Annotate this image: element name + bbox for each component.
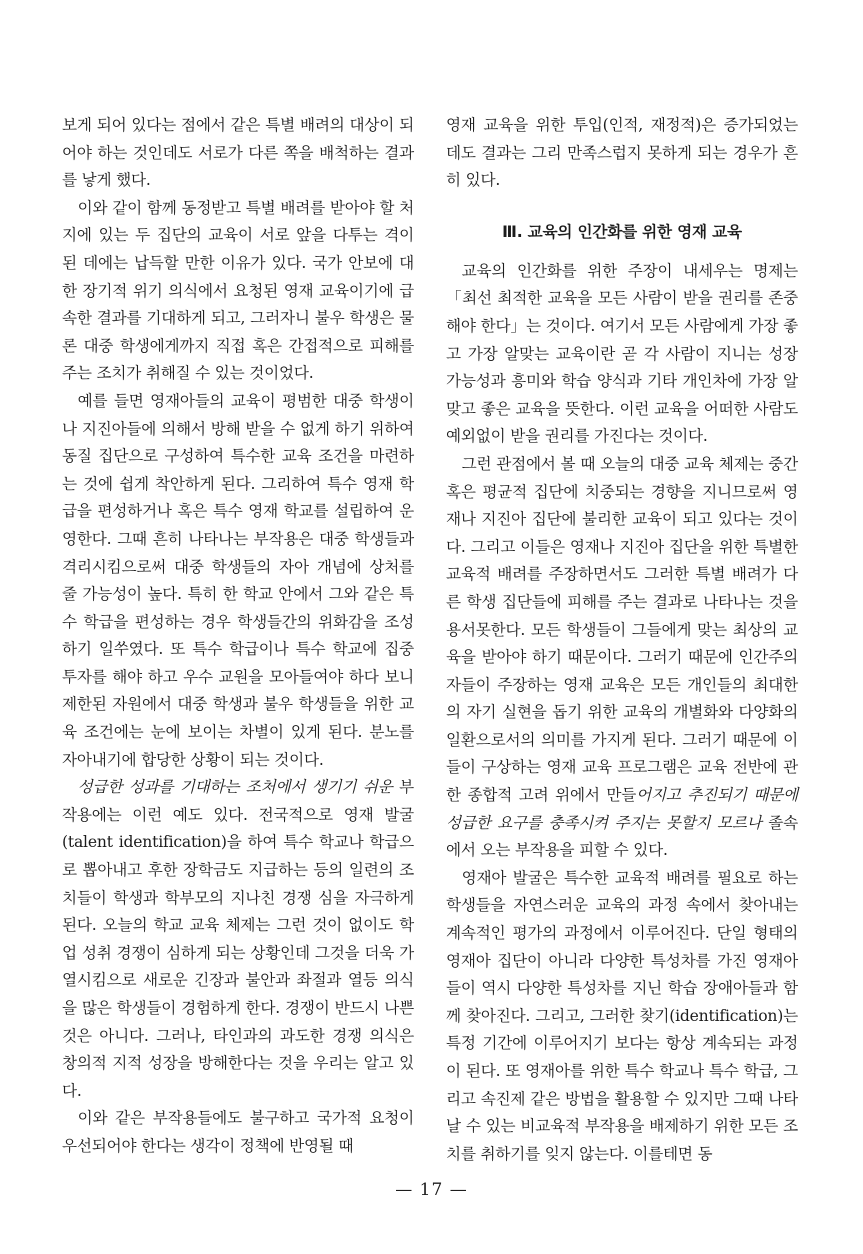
page-number: — 17 — — [395, 1180, 468, 1200]
paragraph: 이와 같이 함께 동정받고 특별 배려를 받아야 할 처지에 있는 두 집단의 교육이 서로 앞을 다투는 격이 된 데에는 납득할 만한 이유가 있다. 국가 안보에 대한 장기적 위기 의식에서 요청된 영재 교육이기에 급속한 결과를 기대하게 되고, 그러자니 불우 학생은 물론 대중 학생에게까지 직접 혹은 간접적으로 피해를 주는 조치가 취해질 수 있는 것이었다. — [62, 198, 414, 383]
left-column — [62, 112, 414, 1161]
paragraph-text: 졸속에서 오는 부작용을 피할 수 있다. — [446, 813, 798, 860]
paragraph — [62, 774, 414, 1105]
paragraph: 영재 교육을 위한 투입(인적, 재정적)은 증가되었는데도 결과는 그리 만족스럽지 못하게 되는 경우가 흔히 있다. — [446, 116, 798, 190]
italic-text: 성급한 성과를 기대하는 조처에서 생기기 쉬운 — [77, 778, 393, 797]
right-column — [446, 112, 798, 1168]
paragraph: 교육의 인간화를 위한 주장이 내세우는 명제는 「최선 최적한 교육을 모든 사람이 받을 권리를 존중해야 한다」는 것이다. 여기서 모든 사람에게 가장 좋고 가장 알맞는 교육이란 곧 각 사람이 지니는 성장 가능성과 흥미와 학습 양식과 기타 개인차에 가장 알맞고 좋은 교육을 뜻한다. 이런 교육을 어떠한 사람도 예외없이 받을 권리를 가진다는 것이다. — [446, 261, 798, 446]
paragraph: 보게 되어 있다는 점에서 같은 특별 배려의 대상이 되어야 하는 것인데도 서로가 다른 쪽을 배척하는 결과를 낳게 했다. — [62, 116, 414, 190]
paragraph — [446, 451, 798, 865]
paragraph: 예를 들면 영재아들의 교육이 평범한 대중 학생이나 지진아들에 의해서 방해 받을 수 없게 하기 위하여 동질 집단으로 구성하여 특수한 교육 조건을 마련하는 것에 쉽게 착안하게 된다. 그리하여 특수 영재 학급을 편성하거나 혹은 특수 영재 학교를 설립하여 운영한다. 그때 흔히 나타나는 부작용은 대중 학생들과 격리시킴으로써 대중 학생들의 자아 개념에 상처를 줄 가능성이 높다. 특히 한 학교 안에서 그와 같은 특수 학급을 편성하는 경우 학생들간의 위화감을 조성하기 일쑤였다. 또 특수 학급이나 특수 학교에 집중 투자를 해야 하고 우수 교원을 모아들여야 하다 보니 제한된 자원에서 대중 학생과 불우 학생들을 위한 교육 조건에는 눈에 보이는 차별이 있게 된다. 분노를 자아내기에 합당한 상황이 되는 것이다. — [62, 391, 414, 769]
paragraph-text: 부작용에는 이런 예도 있다. 전국적으로 영재 발굴(talent identification)을 하여 특수 학교나 학급으로 뽑아내고 후한 장학금도 지급하는 등의 일련의 조치들이 학생과 학부모의 지나친 경쟁 심을 자극하게 된다. 오늘의 학교 교육 체제는 그런 것이 없이도 학업 성취 경쟁이 심하게 되는 상황인데 그것을 더욱 가열시킴으로 새로운 긴장과 불안과 좌절과 열등 의식을 많은 학생들이 경험하게 한다. 경쟁이 반드시 나쁜 것은 아니다. 그러나, 타인과의 과도한 경쟁 의식은 창의적 지적 성장을 방해한다는 것을 우리는 알고 있다. — [62, 778, 414, 1100]
paragraph-text: 그런 관점에서 볼 때 오늘의 대중 교육 체제는 중간 혹은 평균적 집단에 치중되는 경향을 지니므로써 영재나 지진아 집단에 불리한 교육이 되고 있다는 것이다. 그리고 이들은 영재나 지진아 집단을 위한 특별한 교육적 배려를 주장하면서도 그러한 특별 배려가 다른 학생 집단들에 피해를 주는 결과로 나타나는 것을 용서못한다. 모든 학생들이 그들에게 맞는 최상의 교육을 받아야 하기 때문이다. 그러기 때문에 인간주의자들이 주장하는 영재 교육은 모든 개인들의 최대한의 자기 실현을 돕기 위한 교육의 개별화와 다양화의 일환으로서의 의미를 가지게 된다. 그러기 때문에 이들이 구상하는 영재 교육 프로그램은 교육 전반에 관한 종합적 고려 위에서 만들 — [446, 454, 798, 805]
paragraph: 이와 같은 부작용들에도 불구하고 국가적 요청이 우선되어야 한다는 생각이 정책에 반영될 때 — [62, 1109, 414, 1155]
section-heading: Ⅲ. 교육의 인간화를 위한 영재 교육 — [502, 222, 742, 241]
paragraph: 영재아 발굴은 특수한 교육적 배려를 필요로 하는 학생들을 자연스러운 교육의 과정 속에서 찾아내는 계속적인 평가의 과정에서 이루어진다. 단일 형태의 영재아 집단이 아니라 다양한 특성차를 가진 영재아들이 역시 다양한 특성차를 지닌 학습 장애아들과 함께 찾아진다. 그리고, 그러한 찾기(identification)는 특정 기간에 이루어지기 보다는 항상 계속되는 과정이 된다. 또 영재아를 위한 특수 학교나 특수 학급, 그리고 속진제 같은 방법을 활용할 수 있지만 그때 나타날 수 있는 비교육적 부작용을 배제하기 위한 모든 조치를 취하기를 잊지 않는다. 이를테면 동 — [446, 868, 798, 1163]
italic-text: 어지고 추진되기 때문에 성급한 요구를 충족시켜 주지는 못할지 모르나 — [446, 786, 798, 832]
